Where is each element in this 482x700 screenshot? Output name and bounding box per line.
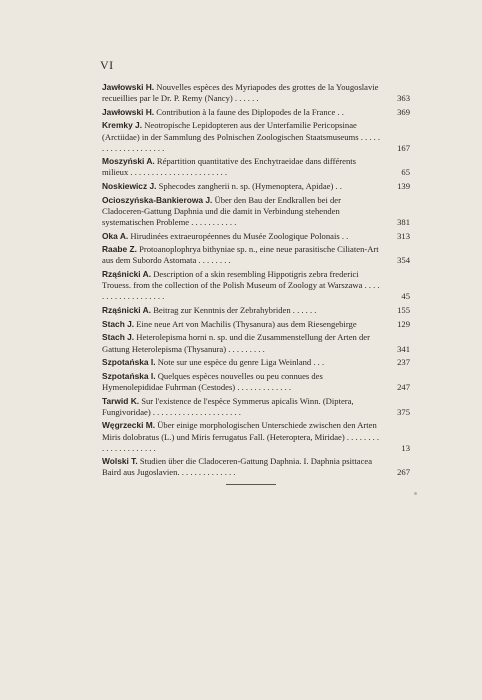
entry-text (102, 195, 388, 228)
entry-author: Stach J. (102, 332, 135, 343)
end-rule (226, 484, 276, 485)
entry-author: Szpotańska I. (102, 357, 156, 368)
entry-author: Ocioszyńska-Bankierowa J. (102, 194, 213, 205)
entry-title: Eine neue Art von Machilis (Thysanura) aus dem Riesengebirge (136, 318, 357, 329)
entry-title: Quelques espèces nouvelles ou peu connues des Hymenolepididae Fuhrman (Cestodes) . . . . . . . . . . . . . (102, 370, 323, 392)
entry-text (102, 120, 388, 153)
entry-author: Raabe Z. (102, 244, 137, 255)
entry-author: Węgrzecki M. (102, 420, 156, 431)
entry-author: Szpotańska I. (102, 370, 156, 381)
entry-page-number: 313 (397, 230, 410, 241)
table-of-contents (102, 82, 410, 481)
entry-text (102, 396, 388, 418)
entry-page-number: 237 (397, 357, 410, 368)
entry-title: Hirudinées extraeuropéennes du Musée Zoologique Polonais . . (130, 230, 349, 241)
entry-title: Heterolepisma horni n. sp. und die Zusammenstellung der Arten der Gattung Heterolepisma (Thysanura) . . . . . . . . . (102, 332, 370, 354)
entry-title: Neotropische Lepidopteren aus der Unterfamilie Pericopsinae (Arctiidae) in der Sammlung des Polnischen Zoologischen Staatsmuseums . . . . . . . . . . . . . . . . . . . . (102, 120, 381, 153)
entry-page-number: 167 (397, 142, 410, 153)
toc-entry (102, 181, 410, 192)
entry-title: Note sur une espèce du genre Liga Weinland . . . (157, 357, 325, 368)
entry-page-number: 363 (397, 93, 410, 104)
entry-page-number: 155 (397, 305, 410, 316)
entry-author: Jawłowski H. (102, 106, 155, 117)
entry-text (102, 332, 388, 354)
entry-author: Tarwid K. (102, 395, 140, 406)
entry-title: Sphecodes zangherii n. sp. (Hymenoptera, Apidae) . . (158, 181, 342, 192)
toc-entry (102, 456, 410, 478)
entry-author: Wolski T. (102, 456, 138, 467)
toc-entry (102, 107, 410, 118)
entry-page-number: 369 (397, 106, 410, 117)
entry-author: Kremky J. (102, 120, 143, 131)
entry-title: Über den Bau der Endkrallen bei der Cladoceren-Gattung Daphnia und die damit in Verbindung stehenden systematischen Probleme . . . . . . . . . . . (102, 194, 341, 227)
entry-text (102, 357, 388, 368)
toc-entry (102, 195, 410, 228)
toc-entry (102, 269, 410, 302)
entry-author: Moszyński A. (102, 156, 155, 167)
entry-author: Oka A. (102, 230, 129, 241)
entry-text (102, 82, 388, 104)
entry-text (102, 244, 388, 266)
entry-page-number: 65 (401, 167, 410, 178)
entry-author: Rząśnicki A. (102, 269, 152, 280)
entry-page-number: 45 (401, 291, 410, 302)
entry-page-number: 139 (397, 181, 410, 192)
toc-entry (102, 332, 410, 354)
entry-text (102, 319, 388, 330)
toc-entry (102, 420, 410, 453)
entry-text (102, 156, 388, 178)
entry-title: Über einige morphologischen Unterschiede zwischen den Arten Miris dolobratus (L.) und Miris ferrugatus Fall. (Heteroptera, Miridae) . . . . . . . . . . . . . . . . . . . . . (102, 420, 380, 453)
toc-entry (102, 120, 410, 153)
entry-text (102, 420, 388, 453)
entry-page-number: 13 (401, 442, 410, 453)
entry-author: Jawłowski H. (102, 82, 155, 92)
entry-text (102, 107, 388, 118)
toc-entry (102, 244, 410, 266)
entry-page-number: 341 (397, 343, 410, 354)
entry-text (102, 231, 388, 242)
toc-entry (102, 396, 410, 418)
entry-page-number: 129 (397, 318, 410, 329)
entry-text (102, 269, 388, 302)
toc-entry (102, 357, 410, 368)
entry-title: Description of a skin resembling Hippotigris zebra frederici Trouess. from the collection of the Polish Museum of Zoology at Warszawa . . . . . . . . . . . . . . . . . . . (102, 269, 380, 302)
entry-author: Stach J. (102, 318, 135, 329)
toc-entry (102, 319, 410, 330)
toc-entry (102, 371, 410, 393)
entry-title: Répartition quantitative des Enchytraeidae dans différents milieux . . . . . . . . . . . . . . . . . . . . . . . (102, 156, 357, 178)
entry-page-number: 354 (397, 255, 410, 266)
toc-entry (102, 156, 410, 178)
toc-entry (102, 305, 410, 316)
entry-title: Beitrag zur Kenntnis der Zebrahybriden . . . . . . (153, 305, 317, 316)
entry-title: Sur l'existence de l'espèce Symmerus apicalis Winn. (Diptera, Fungivoridae) . . . . . . . . . . . . . . . . . . . . . (102, 395, 354, 417)
entry-page-number: 247 (397, 381, 410, 392)
entry-text (102, 305, 388, 316)
entry-text (102, 456, 388, 478)
entry-title: Studien über die Cladoceren-Gattung Daphnia. I. Daphnia psittacea Baird aus Jugoslavien. . . . . . . . . . . . . . (102, 456, 373, 478)
entry-text (102, 181, 388, 192)
entry-title: Nouvelles espèces des Myriapodes des grottes de la Yougoslavie recueillies par le Dr. P. Remy (Nancy) . . . . . . (102, 82, 379, 104)
entry-page-number: 267 (397, 467, 410, 478)
toc-entry (102, 82, 410, 104)
paper-speck (414, 492, 417, 495)
page-number: VI (100, 58, 114, 72)
entry-title: Contribution à la faune des Diplopodes de la France . . (156, 106, 344, 117)
entry-page-number: 375 (397, 406, 410, 417)
entry-page-number: 381 (397, 217, 410, 227)
entry-author: Rząśnicki A. (102, 305, 152, 316)
entry-title: Protoanoplophrya bithyniae sp. n., eine neue parasitische Ciliaten-Art aus dem Subordo Astomata . . . . . . . . (102, 244, 379, 266)
entry-text (102, 371, 388, 393)
toc-entry (102, 231, 410, 242)
entry-author: Noskiewicz J. (102, 181, 157, 192)
